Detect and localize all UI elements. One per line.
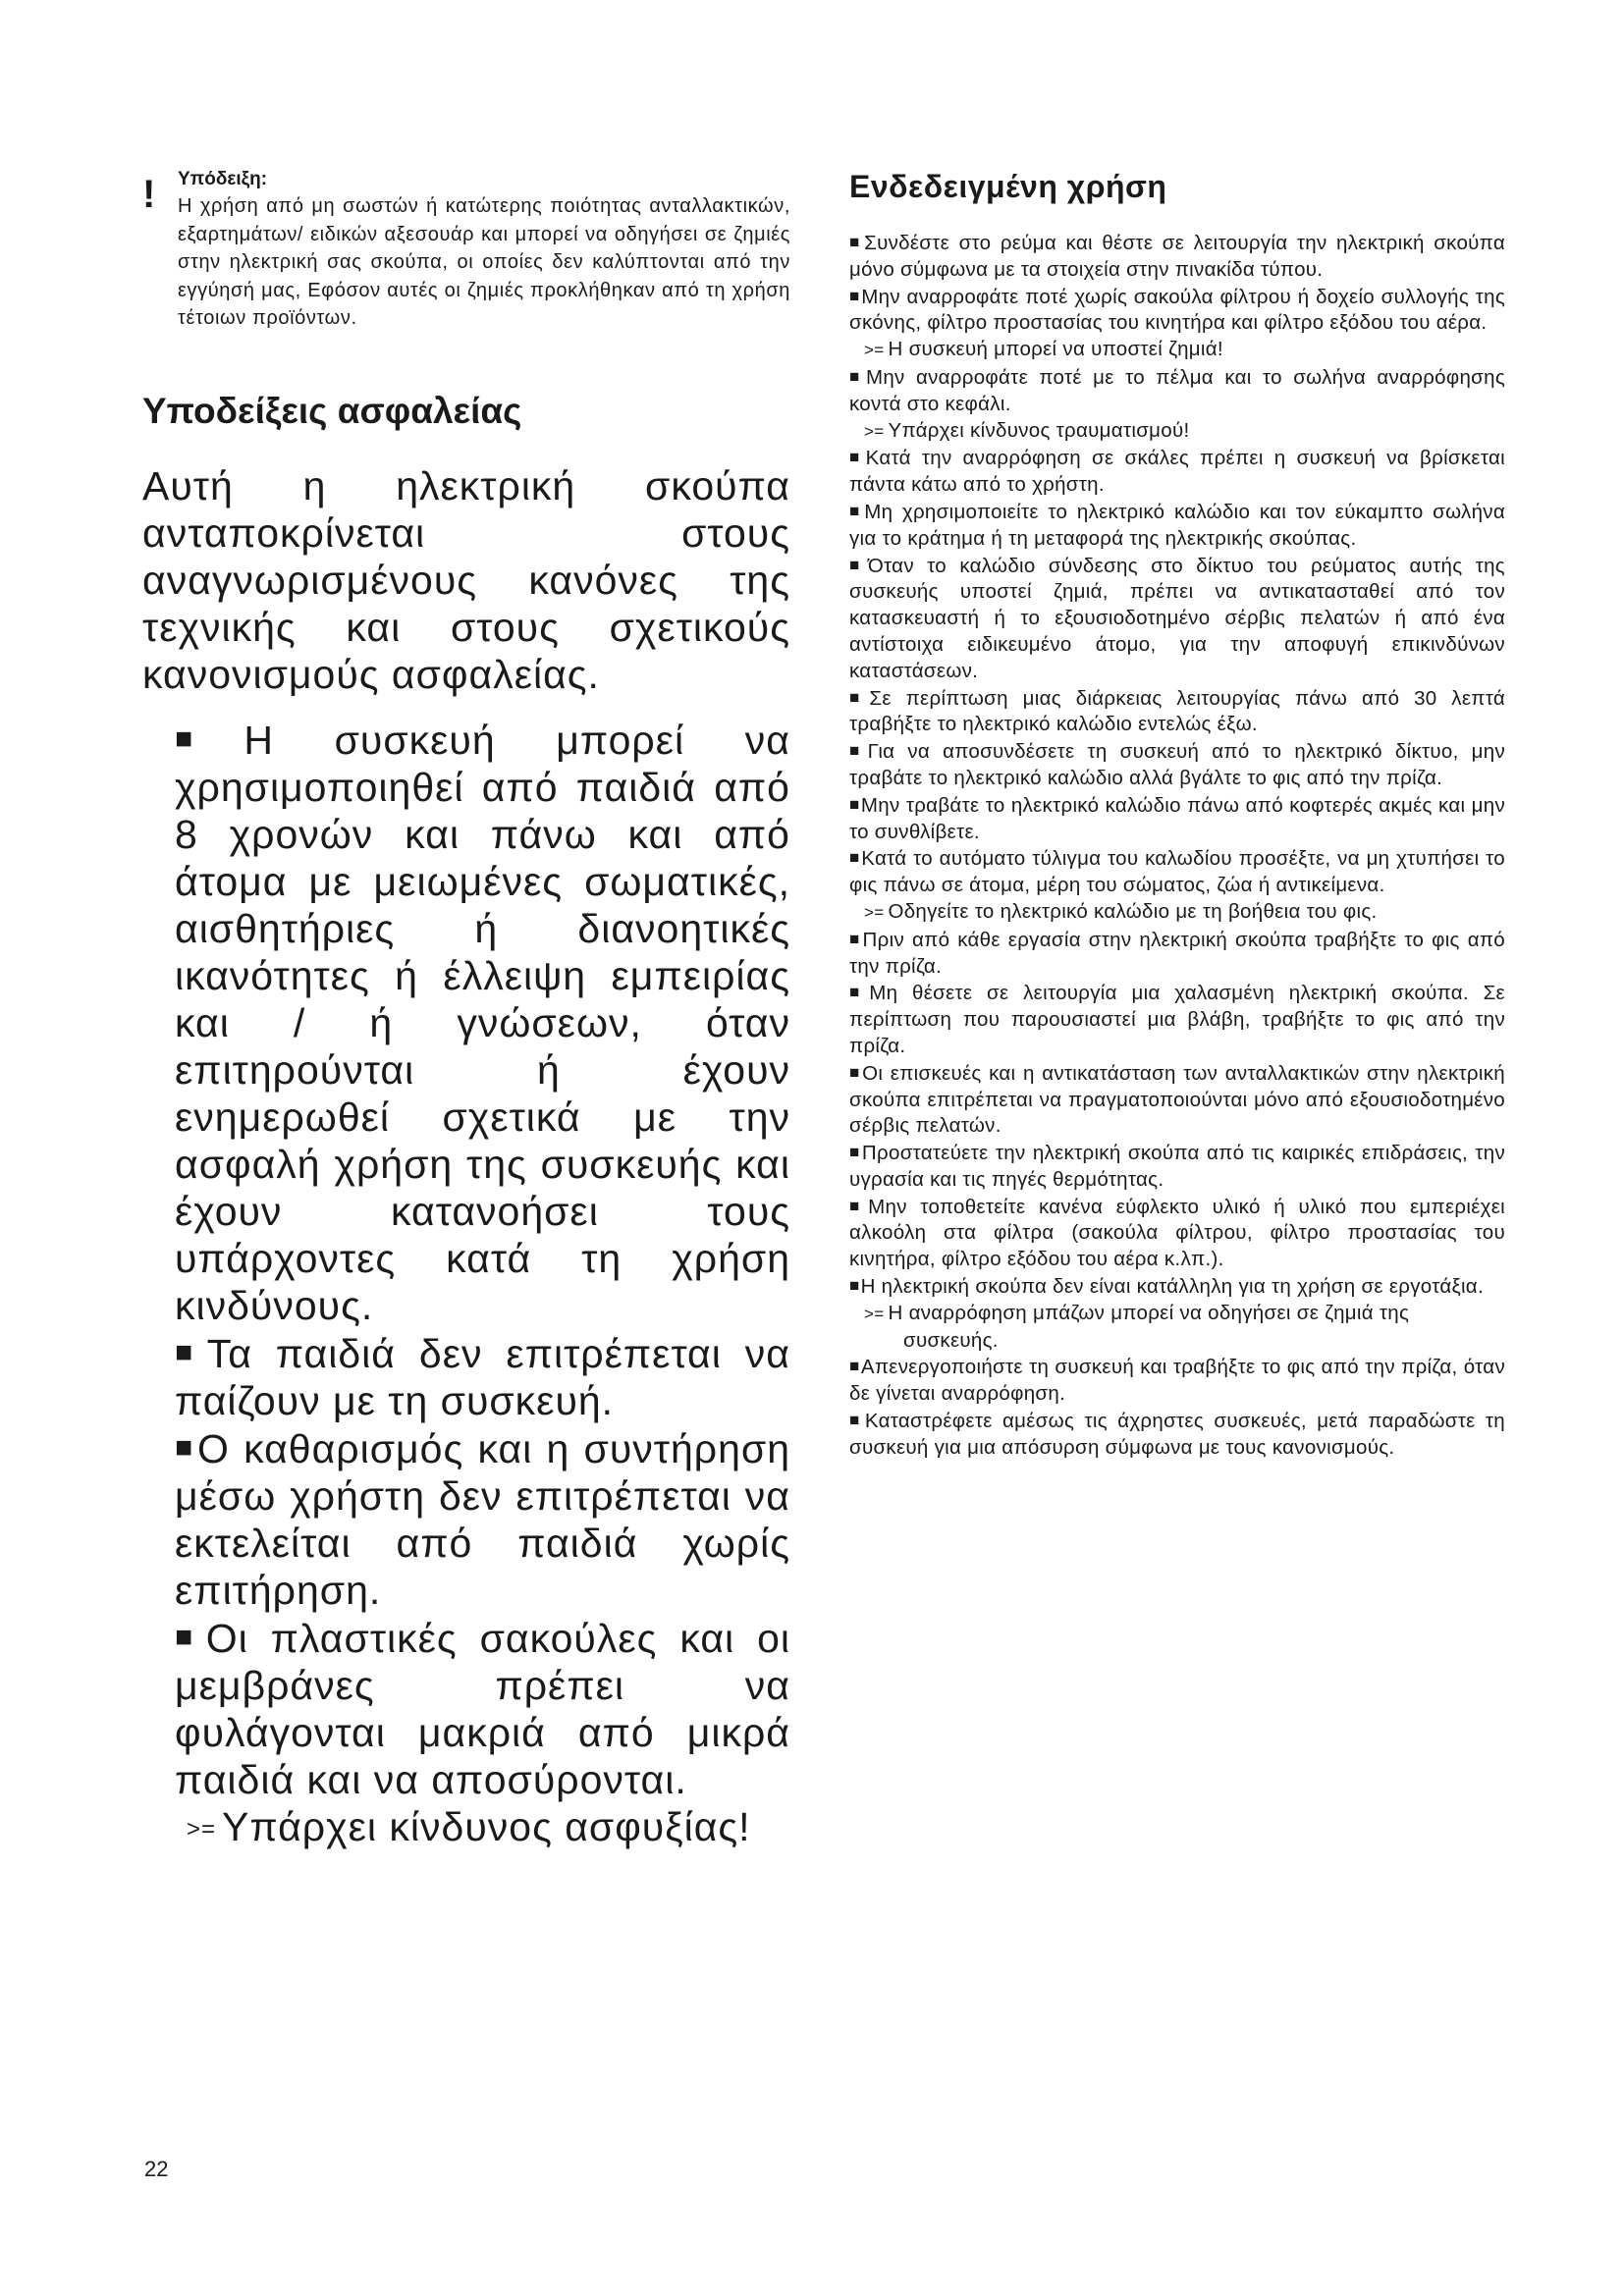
list-item: ■Ο καθαρισμός και η συντήρηση μέσω χρήστη δεν επιτρέπεται να εκτελείται από παιδιά χωρίς επιτήρηση. xyxy=(175,1425,790,1613)
list-item: ■Η ηλεκτρική σκούπα δεν είναι κατάλληλη για τη χρήση σε εργοτάξια. xyxy=(849,1275,1484,1299)
bullet-icon: ■ xyxy=(175,1620,204,1653)
list-item: ■Μην τοποθετείτε κανένα εύφλεκτο υλικό ή υλικό που εμπεριέχει αλκοόλη στα φίλτρα (σακούλα φίλτρου, φίλτρο προστασίας του κινητήρα, φίλτρο εξόδου του αέρα κ.λπ.). xyxy=(849,1195,1505,1271)
bullet-icon: ■ xyxy=(849,1357,860,1376)
list-item: ■Καταστρέφετε αμέσως τις άχρηστες συσκευές, μετά παραδώστε τη συσκευή για μια απόσυρση σύμφωνα με τους κανονισμούς. xyxy=(849,1410,1505,1459)
intended-use-heading: Ενδεδειγμένη χρήση xyxy=(849,169,1167,204)
list-item: ■Μη θέσετε σε λειτουργία μια χαλασμένη ηλεκτρική σκούπα. Σε περίπτωση που παρουσιαστεί μια βλάβη, τραβήξτε το φις από την πρίζα. xyxy=(849,982,1505,1057)
list-item: ■Για να αποσυνδέσετε τη συσκευή από το ηλεκτρικό δίκτυο, μην τραβάτε το ηλεκτρικό καλώδιο αλλά βγάλτε το φις από την πρίζα. xyxy=(849,740,1505,789)
list-item: ■Μη χρησιμοποιείτε το ηλεκτρικό καλώδιο και τον εύκαμπτο σωλήνα για το κράτημα ή τη μεταφορά της ηλεκτρικής σκούπας. xyxy=(849,500,1505,550)
list-item: ■Προστατεύετε την ηλεκτρική σκούπα από τις καιρικές επιδράσεις, την υγρασία και τις πηγές θερμότητας. xyxy=(849,1142,1505,1191)
result-arrow-icon: >= xyxy=(864,341,885,360)
list-item: ■Μην αναρροφάτε ποτέ με το πέλμα και το σωλήνα αναρρόφησης κοντά στο κεφάλι. xyxy=(849,365,1505,415)
bullet-icon: ■ xyxy=(849,1276,860,1296)
result-arrow-icon: >= xyxy=(187,1815,217,1842)
safety-heading: Υποδείξεις ασφαλείας xyxy=(142,390,522,431)
list-item: ■Συνδέστε στο ρεύμα και θέστε σε λειτουργία την ηλεκτρική σκούπα μόνο σύμφωνα με τα στοιχεία στην πινακίδα τύπου. xyxy=(849,232,1505,281)
bullet-icon: ■ xyxy=(175,1335,205,1368)
result-line: >= Η συσκευή μπορεί να υποστεί ζημιά! xyxy=(864,338,1223,361)
right-column xyxy=(849,167,1505,1462)
bullet-icon: ■ xyxy=(849,1143,861,1162)
bullet-icon: ■ xyxy=(849,1411,864,1430)
list-item: ■Πριν από κάθε εργασία στην ηλεκτρική σκούπα τραβήξτε το φις από την πρίζα. xyxy=(849,928,1505,978)
bullet-icon: ■ xyxy=(175,721,243,755)
list-item: ■Όταν το καλώδιο σύνδεσης στο δίκτυο του ρεύματος αυτής της συσκευής υποστεί ζημιά, πρέπει να αντικατασταθεί από τον κατασκευαστή ή το εξουσιοδοτημένο σέρβις πελατών ή από ένα αντίστοιχα ειδικευμένο άτομο, για την αποφυγή επικινδύνων καταστάσεων. xyxy=(849,554,1505,682)
list-item: ■Μην αναρροφάτε ποτέ χωρίς σακούλα φίλτρου ή δοχείο συλλογής της σκόνης, φίλτρο προστασίας του κινητήρα και φίλτρο εξόδου του αέρα. xyxy=(849,285,1505,335)
list-item: ■Κατά την αναρρόφηση σε σκάλες πρέπει η συσκευή να βρίσκεται πάντα κάτω από το χρήστη. xyxy=(849,447,1505,497)
bullet-icon: ■ xyxy=(849,1196,868,1215)
bullet-icon: ■ xyxy=(849,501,864,520)
left-column xyxy=(142,167,790,1853)
result-arrow-icon: >= xyxy=(864,902,885,922)
result-arrow-icon: >= xyxy=(864,421,885,441)
exclamation-icon: ! xyxy=(142,173,156,216)
bullet-icon: ■ xyxy=(849,448,865,467)
page-number: 22 xyxy=(144,2157,169,2181)
list-item: ■Τα παιδιά δεν επιτρέπεται να παίζουν με τη συσκευή. xyxy=(175,1330,790,1423)
bullet-icon: ■ xyxy=(175,1430,195,1464)
list-item: ■Η συσκευή μπορεί να χρησιμοποιηθεί από παιδιά από 8 χρονών και πάνω και από άτομα με μειωμένες σωματικές, αισθητήριες ή διανοητικές ικανότητες ή έλλειψη εμπειρίας και / ή γνώσεων, όταν επιτηρούνται ή έχουν ενημερωθεί σχετικά με την ασφαλή χρήση της συσκευής και έχουν κατανοήσει τους υπάρχοντες κατά τη χρήση κινδύνους. xyxy=(175,717,790,1328)
bullet-icon: ■ xyxy=(849,286,861,305)
result-line: >= Υπάρχει κίνδυνος ασφυξίας! xyxy=(187,1803,751,1849)
bullet-icon: ■ xyxy=(849,687,869,707)
note-title: Υπόδειξη: xyxy=(178,169,268,189)
note-text: Η χρήση από μη σωστών ή κατώτερης ποιότητας ανταλλακτικών, εξαρτημάτων/ ειδικών αξεσουάρ και μπορεί να οδηγήσει σε ζημιές στην ηλεκτρική σας σκούπα, οι οποίες δεν καλύπτονται από την εγγύησή μας, Εφόσον αυτές οι ζημιές προκλήθηκαν από τη χρήση τέτοιων προϊόντων. xyxy=(178,195,790,329)
list-item: ■Οι πλαστικές σακούλες και οι μεμβράνες πρέπει να φυλάγονται μακριά από μικρά παιδιά και να αποσύρονται. xyxy=(175,1615,790,1802)
list-item: ■Απενεργοποιήστε τη συσκευή και τραβήξτε το φις από την πρίζα, όταν δε γίνεται αναρρόφηση. xyxy=(849,1356,1505,1406)
list-item: ■Μην τραβάτε το ηλεκτρικό καλώδιο πάνω από κοφτερές ακμές και μην το συνθλίβετε. xyxy=(849,793,1505,843)
bullet-icon: ■ xyxy=(849,848,861,868)
list-item: ■Οι επισκευές και η αντικατάσταση των ανταλλακτικών στην ηλεκτρική σκούπα επιτρέπεται να πραγματοποιούνται μόνο από εξουσιοδοτημένο σέρβις πελατών. xyxy=(849,1061,1505,1138)
safety-list xyxy=(175,716,790,1853)
result-line: >= Οδηγείτε το ηλεκτρικό καλώδιο με τη βοήθεια του φις. xyxy=(864,899,1378,923)
bullet-icon: ■ xyxy=(849,929,862,948)
bullet-icon: ■ xyxy=(849,1062,862,1082)
result-line: >= Η αναρρόφηση μπάζων μπορεί να οδηγήσει σε ζημιά της συσκευής. xyxy=(864,1301,1410,1352)
list-item: ■Σε περίπτωση μιας διάρκειας λειτουργίας πάνω από 30 λεπτά τραβήξτε το ηλεκτρικό καλώδιο εντελώς έξω. xyxy=(849,686,1505,736)
result-line: >= Υπάρχει κίνδυνος τραυματισμού! xyxy=(864,418,1190,442)
safety-intro: Αυτή η ηλεκτρική σκούπα ανταποκρίνεται στους αναγνωρισμένους κανόνες της τεχνικής και στους σχετικούς κανονισμούς ασφαλείας. xyxy=(142,462,790,697)
bullet-icon: ■ xyxy=(849,794,860,814)
list-item: ■Κατά το αυτόματο τύλιγμα του καλωδίου προσέξτε, να μη χτυπήσει το φις πάνω σε άτομα, μέρη του σώματος, ζώα ή αντικείμενα. xyxy=(849,847,1505,897)
result-arrow-icon: >= xyxy=(864,1304,885,1323)
bullet-icon: ■ xyxy=(849,233,864,251)
bullet-icon: ■ xyxy=(849,983,869,1002)
bullet-icon: ■ xyxy=(849,741,867,761)
bullet-icon: ■ xyxy=(849,366,865,386)
bullet-icon: ■ xyxy=(849,555,867,574)
note-box xyxy=(142,167,790,333)
